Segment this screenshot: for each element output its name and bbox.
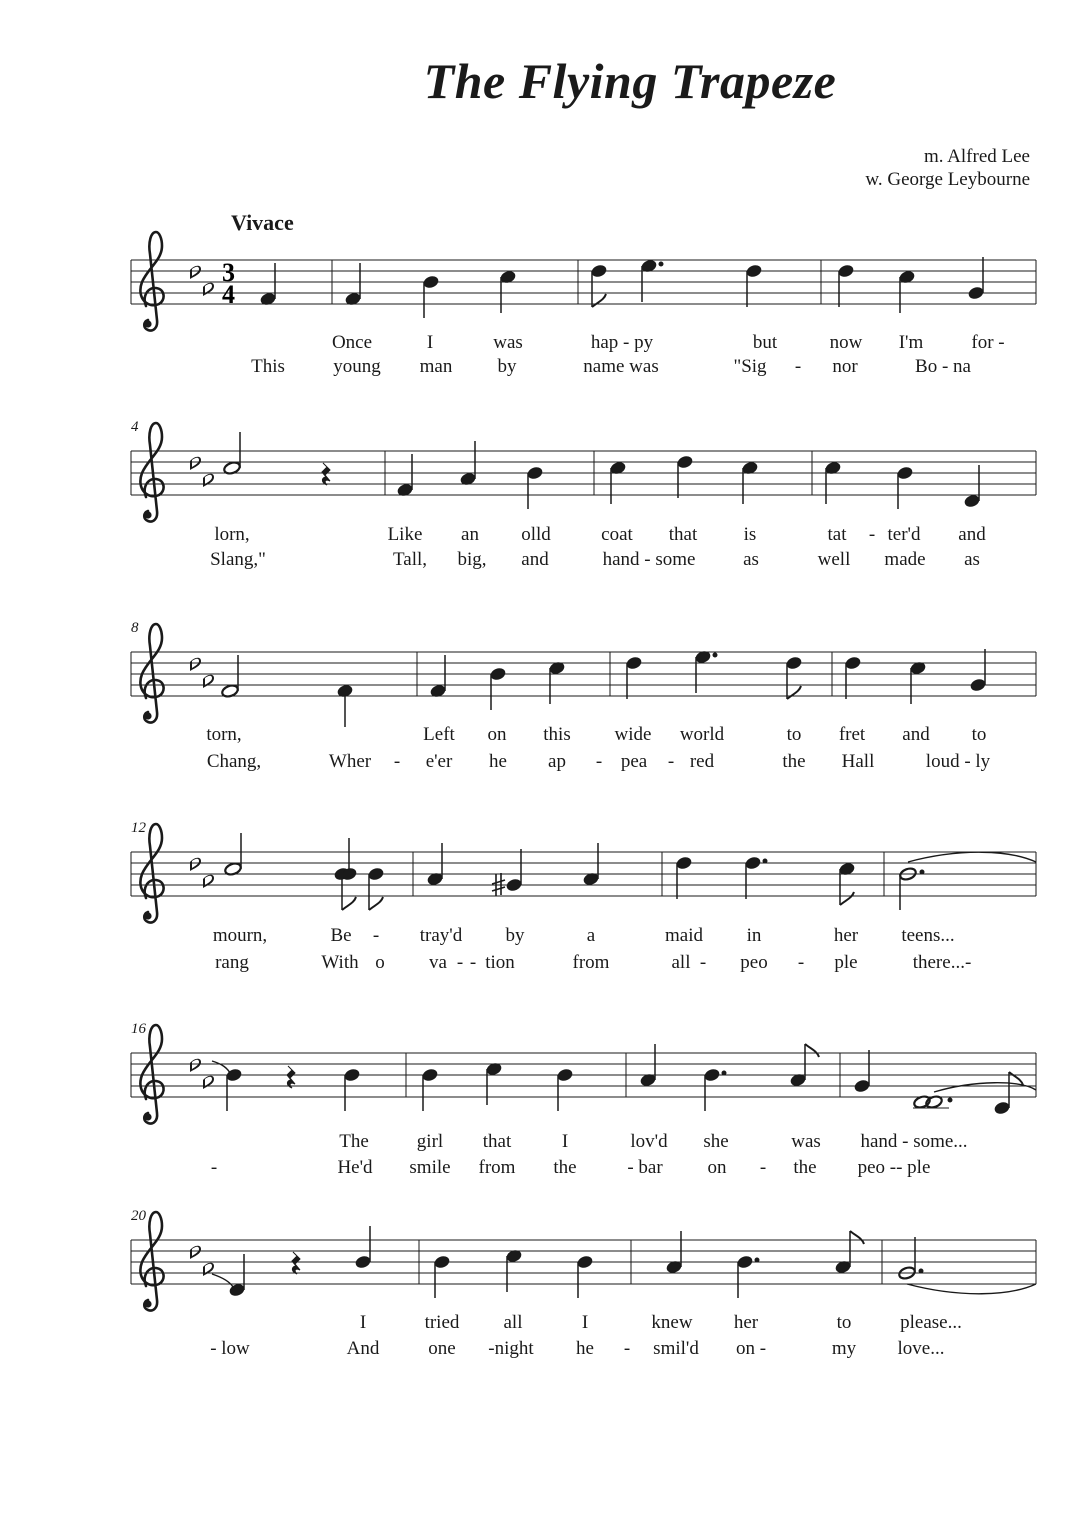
svg-text:her: her xyxy=(833,925,859,946)
system-1 xyxy=(131,232,1036,377)
flat-icon xyxy=(190,245,201,279)
svg-text:- low: - low xyxy=(210,1338,250,1359)
svg-text:hand - some...: hand - some... xyxy=(860,1131,968,1152)
svg-text:to: to xyxy=(836,1312,852,1333)
measure-number: 4 xyxy=(131,419,139,435)
svg-text:Be: Be xyxy=(330,925,352,946)
svg-text:as: as xyxy=(964,549,980,570)
flat-icon xyxy=(190,1225,201,1259)
lyrics-verse-1 xyxy=(332,332,1005,353)
svg-text:-: - xyxy=(759,1157,767,1178)
treble-clef-icon xyxy=(140,1212,163,1311)
svg-text:all: all xyxy=(671,952,691,973)
svg-text:an: an xyxy=(461,524,479,545)
svg-text:Tall,: Tall, xyxy=(392,549,428,570)
song-title: The Flying Trapeze xyxy=(423,53,837,109)
lyricist-credit: w. George Leybourne xyxy=(865,169,1030,190)
svg-text:teens...: teens... xyxy=(901,925,955,946)
treble-clef-icon xyxy=(140,1025,163,1124)
svg-text:Hall: Hall xyxy=(841,751,875,772)
tempo-marking: Vivace xyxy=(231,210,294,235)
svg-text:to: to xyxy=(971,724,987,745)
lyrics-verse-2 xyxy=(251,356,971,377)
flat-icon xyxy=(203,854,214,888)
svg-text:the: the xyxy=(793,1157,817,1178)
svg-text:red: red xyxy=(689,751,715,772)
lyrics-verse-2 xyxy=(215,952,971,973)
svg-text:please...: please... xyxy=(900,1312,962,1333)
svg-text:on -: on - xyxy=(735,1338,767,1359)
svg-text:This: This xyxy=(251,356,285,377)
lyrics-verse-2 xyxy=(210,1338,944,1359)
svg-text:and: and xyxy=(521,549,549,570)
svg-text:Bo - na: Bo - na xyxy=(915,356,971,377)
system-2 xyxy=(131,419,1036,570)
svg-text:young: young xyxy=(333,356,381,377)
svg-text:-: - xyxy=(372,925,380,946)
svg-text:I: I xyxy=(359,1312,367,1333)
svg-text:tray'd: tray'd xyxy=(419,925,463,946)
system-6 xyxy=(131,1208,1036,1359)
svg-text:tat: tat xyxy=(827,524,847,545)
svg-text:for -: for - xyxy=(971,332,1005,353)
flat-icon xyxy=(190,436,201,470)
lyrics-verse-1 xyxy=(339,1131,967,1152)
svg-text:-: - xyxy=(797,952,805,973)
notes xyxy=(260,257,985,318)
svg-text:one: one xyxy=(428,1338,456,1359)
measure-number: 20 xyxy=(131,1208,146,1224)
svg-text:but: but xyxy=(752,332,778,353)
svg-text:He'd: He'd xyxy=(337,1157,373,1178)
svg-text:Chang,: Chang, xyxy=(206,751,262,772)
svg-text:name was: name was xyxy=(583,356,659,377)
svg-text:-: - xyxy=(393,751,401,772)
svg-text:The: The xyxy=(339,1131,369,1152)
svg-text:well: well xyxy=(817,549,851,570)
svg-text:now: now xyxy=(829,332,863,353)
svg-text:there...-: there...- xyxy=(912,952,972,973)
svg-text:and: and xyxy=(958,524,986,545)
svg-text:-: - xyxy=(699,952,707,973)
svg-text:I'm: I'm xyxy=(898,332,924,353)
svg-text:peo: peo xyxy=(740,952,768,973)
flat-icon xyxy=(203,453,214,487)
svg-text:lorn,: lorn, xyxy=(214,524,250,545)
svg-text:from: from xyxy=(572,952,610,973)
svg-text:my: my xyxy=(831,1338,857,1359)
svg-text:the: the xyxy=(782,751,806,772)
svg-text:Like: Like xyxy=(387,524,423,545)
svg-text:rang: rang xyxy=(215,952,249,973)
system-4 xyxy=(131,820,1036,973)
svg-text:Wher: Wher xyxy=(328,751,372,772)
composer-credit: m. Alfred Lee xyxy=(923,146,1030,167)
svg-text:ple: ple xyxy=(834,952,858,973)
system-5 xyxy=(131,1021,1036,1178)
svg-text:o: o xyxy=(375,952,385,973)
svg-text:-: - xyxy=(210,1157,218,1178)
svg-text:hap - py: hap - py xyxy=(590,332,654,353)
svg-text:coat: coat xyxy=(601,524,633,545)
svg-text:she: she xyxy=(703,1131,729,1152)
svg-text:mourn,: mourn, xyxy=(212,925,268,946)
svg-text:in: in xyxy=(746,925,762,946)
flat-icon xyxy=(203,1242,214,1276)
svg-text:va: va xyxy=(429,952,447,973)
measure-number: 16 xyxy=(131,1021,146,1037)
svg-text:and: and xyxy=(902,724,930,745)
svg-text:smile: smile xyxy=(409,1157,451,1178)
svg-text:the: the xyxy=(553,1157,577,1178)
svg-text:loud - ly: loud - ly xyxy=(925,751,991,772)
notes xyxy=(224,833,1036,910)
svg-text:hand - some: hand - some xyxy=(602,549,696,570)
lyrics-verse-2 xyxy=(210,549,980,570)
svg-text:wide: wide xyxy=(614,724,652,745)
measure-number: 8 xyxy=(131,620,139,636)
treble-clef-icon xyxy=(140,423,163,522)
svg-text:was: was xyxy=(791,1131,821,1152)
svg-text:fret: fret xyxy=(838,724,866,745)
svg-text:tion: tion xyxy=(485,952,515,973)
notes xyxy=(223,432,981,509)
svg-text:a: a xyxy=(586,925,596,946)
svg-text:peo -- ple: peo -- ple xyxy=(857,1157,931,1178)
svg-text:pea: pea xyxy=(620,751,648,772)
system-3 xyxy=(131,620,1036,772)
svg-text:man: man xyxy=(419,356,453,377)
svg-text:all: all xyxy=(503,1312,523,1333)
staff-lines xyxy=(131,652,1036,696)
svg-text:maid: maid xyxy=(665,925,703,946)
svg-text:Slang,": Slang," xyxy=(210,549,266,570)
notes xyxy=(221,649,987,727)
svg-text:-: - xyxy=(868,524,876,545)
time-signature-top: 3 xyxy=(222,258,235,287)
svg-text:lov'd: lov'd xyxy=(630,1131,668,1152)
svg-text:Left: Left xyxy=(423,724,455,745)
svg-text:Once: Once xyxy=(331,332,373,353)
svg-text:"Sig: "Sig xyxy=(733,356,767,377)
svg-text:girl: girl xyxy=(416,1131,444,1152)
svg-text:he: he xyxy=(489,751,507,772)
svg-text:love...: love... xyxy=(897,1338,945,1359)
measure-number: 12 xyxy=(131,820,146,836)
svg-text:torn,: torn, xyxy=(206,724,242,745)
svg-text:-: - xyxy=(667,751,675,772)
svg-text:-: - xyxy=(623,1338,631,1359)
svg-text:world: world xyxy=(679,724,725,745)
svg-text:e'er: e'er xyxy=(425,751,453,772)
svg-text:With: With xyxy=(321,952,359,973)
svg-text:-: - xyxy=(469,952,477,973)
lyrics-verse-1 xyxy=(214,524,986,545)
flat-icon xyxy=(190,837,201,871)
notes xyxy=(212,1044,1036,1115)
staff-lines xyxy=(131,1053,1036,1097)
treble-clef-icon xyxy=(140,232,163,331)
flat-icon xyxy=(203,1055,214,1089)
svg-text:that: that xyxy=(668,524,698,545)
svg-text:- bar: - bar xyxy=(627,1157,663,1178)
svg-text:made: made xyxy=(884,549,926,570)
svg-text:on: on xyxy=(707,1157,727,1178)
svg-text:by: by xyxy=(505,925,525,946)
svg-text:smil'd: smil'd xyxy=(653,1338,699,1359)
svg-text:that: that xyxy=(482,1131,512,1152)
svg-text:ter'd: ter'd xyxy=(887,524,921,545)
svg-text:tried: tried xyxy=(424,1312,460,1333)
lyrics-verse-2 xyxy=(211,1157,931,1178)
treble-clef-icon xyxy=(140,624,163,723)
svg-text:olld: olld xyxy=(521,524,551,545)
lyrics-verse-2 xyxy=(207,751,991,772)
lyrics-verse-1 xyxy=(360,1312,962,1333)
svg-text:was: was xyxy=(493,332,523,353)
flat-icon xyxy=(190,1038,201,1072)
svg-text:this: this xyxy=(543,724,571,745)
lyrics-verse-1 xyxy=(213,925,955,946)
treble-clef-icon xyxy=(140,824,163,923)
svg-text:I: I xyxy=(561,1131,569,1152)
svg-text:on: on xyxy=(487,724,507,745)
flat-icon xyxy=(190,637,201,671)
svg-text:-: - xyxy=(456,952,464,973)
svg-text:big,: big, xyxy=(457,549,487,570)
flat-icon xyxy=(203,654,214,688)
svg-text:I: I xyxy=(426,332,434,353)
svg-text:And: And xyxy=(346,1338,380,1359)
svg-text:-night: -night xyxy=(488,1338,534,1359)
svg-text:he: he xyxy=(576,1338,594,1359)
svg-text:her: her xyxy=(733,1312,759,1333)
svg-text:is: is xyxy=(743,524,757,545)
svg-text:to: to xyxy=(786,724,802,745)
svg-text:as: as xyxy=(743,549,759,570)
svg-text:-: - xyxy=(794,356,802,377)
svg-text:I: I xyxy=(581,1312,589,1333)
svg-text:knew: knew xyxy=(651,1312,693,1333)
flat-icon xyxy=(203,262,214,296)
svg-text:from: from xyxy=(478,1157,516,1178)
svg-text:nor: nor xyxy=(832,356,858,377)
time-signature-bottom: 4 xyxy=(222,280,235,309)
svg-text:ap: ap xyxy=(548,751,566,772)
lyrics-verse-1 xyxy=(206,724,986,745)
svg-text:by: by xyxy=(497,356,517,377)
svg-text:-: - xyxy=(595,751,603,772)
